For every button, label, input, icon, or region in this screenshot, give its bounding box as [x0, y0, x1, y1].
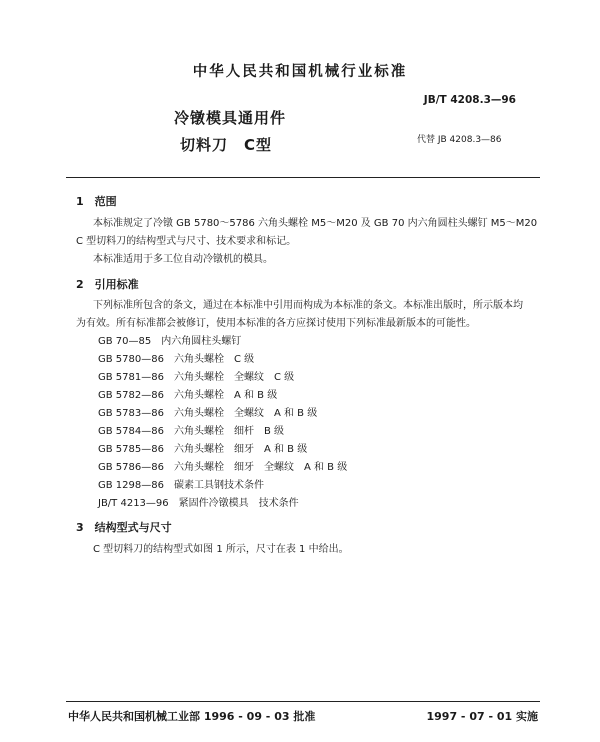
- section3-paragraph: C 型切料刀的结构型式如图 1 所示，尺寸在表 1 中给出。: [93, 544, 349, 555]
- implementation-date: 1997 - 07 - 01 实施: [426, 710, 538, 723]
- reference-title: 六角头螺栓 全螺纹 A 和 B 级: [173, 408, 318, 419]
- reference-title: 六角头螺栓 细牙 全螺纹 A 和 B 级: [173, 462, 348, 473]
- section2-heading: 2 引用标准: [76, 278, 139, 291]
- reference-code: GB 5783—86: [98, 408, 164, 419]
- reference-title: 六角头螺栓 细杆 B 级: [173, 426, 285, 437]
- reference-code: GB 5782—86: [98, 390, 164, 401]
- reference-code: GB 5785—86: [98, 444, 164, 455]
- section3-heading: 3 结构型式与尺寸: [76, 521, 172, 534]
- reference-title: 六角头螺栓 C 级: [173, 354, 255, 365]
- reference-item: [98, 476, 264, 491]
- reference-title: 六角头螺栓 全螺纹 C 级: [173, 372, 295, 383]
- section1-heading: 1 范围: [76, 195, 117, 208]
- reference-item: [98, 440, 307, 455]
- section1-paragraph2: 本标准适用于多工位自动冷镦机的模具。: [93, 254, 273, 265]
- reference-title: 紧固件冷镦模具 技术条件: [178, 498, 299, 509]
- reference-code: GB 5784—86: [98, 426, 164, 437]
- standard-number: JB/T 4208.3—96: [423, 94, 516, 106]
- reference-title: 六角头螺栓 A 和 B 级: [173, 390, 278, 401]
- issuing-authority-heading: 中华人民共和国机械行业标准: [192, 64, 408, 80]
- approval-statement: 中华人民共和国机械工业部 1996 - 09 - 03 批准: [68, 710, 316, 723]
- section2-intro-line1: 下列标准所包含的条文，通过在本标准中引用而构成为本标准的条文。本标准出版时，所示版本均: [93, 300, 523, 311]
- reference-code: GB 5786—86: [98, 462, 164, 473]
- section1-paragraph1-line1: 本标准规定了冷镦 GB 5780～5786 六角头螺栓 M5～M20 及 GB 70 内六角圆柱头螺钉 M5～M20: [93, 218, 538, 229]
- reference-code: GB 5780—86: [98, 354, 164, 365]
- reference-item: [98, 494, 299, 509]
- replaces-standard: 代替 JB 4208.3—86: [417, 135, 502, 145]
- footer-divider: [66, 701, 540, 702]
- reference-item: [98, 350, 254, 365]
- reference-item: [98, 368, 294, 383]
- document-title-line1: 冷镦模具通用件: [174, 109, 287, 127]
- reference-item: [98, 332, 241, 347]
- section1-paragraph1-line2: C 型切料刀的结构型式与尺寸、技术要求和标记。: [76, 236, 297, 247]
- reference-item: [98, 458, 347, 473]
- reference-title: 内六角圆柱头螺钉: [161, 336, 242, 347]
- section2-intro-line2: 为有效。所有标准都会被修订，使用本标准的各方应探讨使用下列标准最新版本的可能性。: [76, 318, 476, 329]
- reference-item: [98, 386, 277, 401]
- reference-code: JB/T 4213—96: [98, 498, 169, 509]
- document-title-line2: 切料刀 C型: [180, 136, 273, 154]
- reference-code: GB 1298—86: [98, 480, 164, 491]
- header-divider: [66, 177, 540, 178]
- reference-item: [98, 422, 284, 437]
- reference-item: [98, 404, 317, 419]
- reference-code: GB 70—85: [98, 336, 152, 347]
- reference-title: 碳素工具钢技术条件: [173, 480, 264, 491]
- reference-title: 六角头螺栓 细牙 A 和 B 级: [173, 444, 308, 455]
- reference-code: GB 5781—86: [98, 372, 164, 383]
